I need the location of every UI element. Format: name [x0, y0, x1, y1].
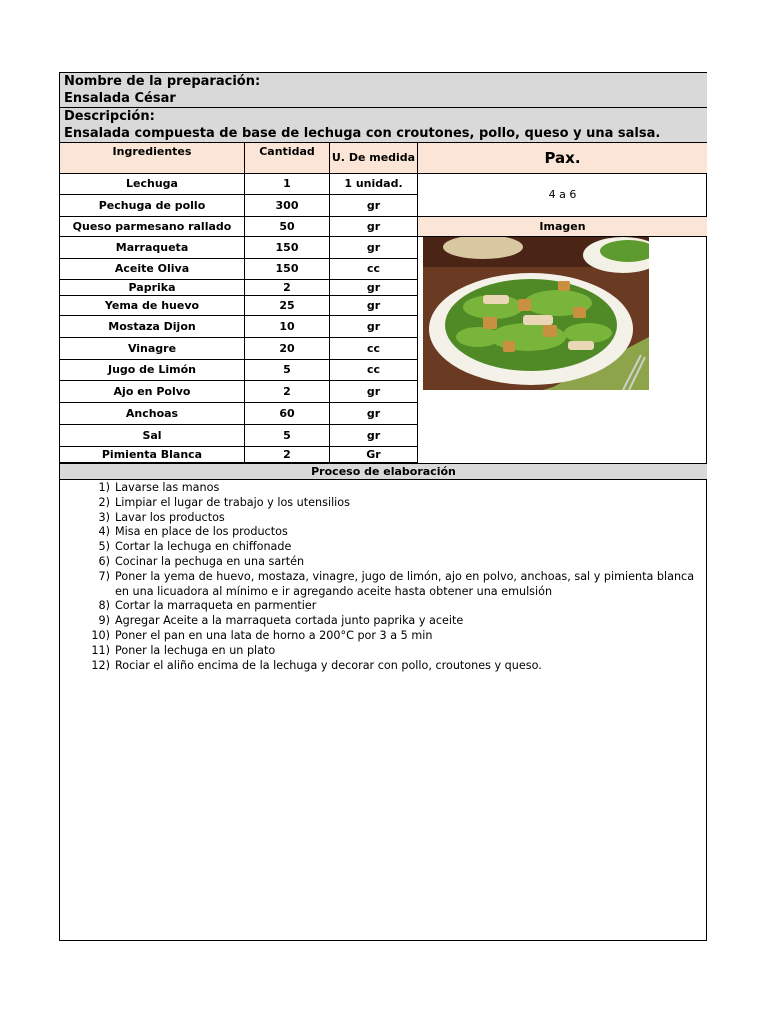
step-text: Agregar Aceite a la marraqueta cortada junto paprika y aceite: [115, 614, 464, 628]
ingredient-quantity: 150: [245, 237, 330, 259]
step-number: 6): [98, 554, 110, 568]
ingredient-quantity: 1: [245, 174, 330, 195]
description-text: Ensalada compuesta de base de lechuga con croutones, pollo, queso y una salsa.: [64, 126, 661, 141]
ingredient-unit: Gr: [330, 447, 418, 463]
ingredient-unit: gr: [330, 217, 418, 237]
image-header: Imagen: [418, 217, 707, 237]
ingredient-unit: gr: [330, 381, 418, 403]
step-text: Poner el pan en una lata de horno a 200°C por 3 a 5 min: [115, 628, 433, 642]
process-step: [86, 599, 706, 614]
process-step: [86, 496, 706, 511]
step-text: Rociar el aliño encima de la lechuga y decorar con pollo, croutones y queso.: [115, 658, 542, 672]
ingredient-name: Marraqueta: [60, 237, 245, 259]
description-block: [60, 108, 707, 143]
step-number: 5): [98, 540, 110, 554]
step-text: Cocinar la pechuga en una sartén: [115, 554, 305, 568]
ingredient-quantity: 50: [245, 217, 330, 237]
ingredient-quantity: 5: [245, 425, 330, 447]
step-text: Poner la yema de huevo, mostaza, vinagre, jugo de limón, ajo en polvo, anchoas, sal y pimienta blanca en una licuadora al mínimo e ir agregando aceite hasta obtener una emulsión: [115, 569, 695, 598]
ingredient-quantity: 2: [245, 280, 330, 296]
step-text: Poner la lechuga en un plato: [115, 643, 276, 657]
ingredient-unit: cc: [330, 360, 418, 381]
ingredient-name: Paprika: [60, 280, 245, 296]
ingredient-quantity: 2: [245, 381, 330, 403]
process-step: [86, 629, 706, 644]
process-title: Proceso de elaboración: [60, 463, 707, 480]
description-label: Descripción:: [64, 109, 155, 124]
prep-label: Nombre de la preparación:: [64, 74, 261, 89]
ingredient-unit: gr: [330, 280, 418, 296]
ingredient-unit: gr: [330, 316, 418, 338]
step-text: Misa en place de los productos: [115, 525, 288, 539]
ingredient-name: Lechuga: [60, 174, 245, 195]
ingredient-unit: cc: [330, 259, 418, 280]
ingredient-unit: gr: [330, 403, 418, 425]
ingredient-quantity: 20: [245, 338, 330, 360]
step-text: Limpiar el lugar de trabajo y los utensilios: [115, 495, 350, 509]
step-number: 3): [98, 510, 110, 524]
ingredient-quantity: 300: [245, 195, 330, 217]
pax-header: Pax.: [418, 143, 707, 174]
step-text: Cortar la marraqueta en parmentier: [115, 599, 317, 613]
step-text: Lavar los productos: [115, 510, 225, 524]
step-number: 10): [91, 628, 110, 642]
col-header-quantity: Cantidad: [245, 143, 330, 174]
pax-value: 4 a 6: [418, 174, 707, 217]
ingredient-name: Vinagre: [60, 338, 245, 360]
process-step: [86, 659, 706, 674]
process-step: [86, 525, 706, 540]
ingredient-unit: gr: [330, 425, 418, 447]
step-number: 8): [98, 599, 110, 613]
step-number: 9): [98, 614, 110, 628]
process-step: [86, 555, 706, 570]
caesar-salad-photo: [423, 237, 649, 390]
recipe-sheet: [59, 72, 707, 941]
col-header-unit: U. De medida: [330, 143, 418, 174]
process-step: [86, 481, 706, 496]
ingredient-unit: gr: [330, 195, 418, 217]
ingredient-name: Pimienta Blanca: [60, 447, 245, 463]
step-number: 12): [91, 658, 110, 672]
ingredient-name: Mostaza Dijon: [60, 316, 245, 338]
process-step: [86, 570, 706, 600]
ingredient-name: Queso parmesano rallado: [60, 217, 245, 237]
ingredient-name: Ajo en Polvo: [60, 381, 245, 403]
step-text: Cortar la lechuga en chiffonade: [115, 540, 292, 554]
ingredient-unit: cc: [330, 338, 418, 360]
prep-name-block: [60, 73, 707, 108]
process-step: [86, 511, 706, 526]
col-header-ingredients: Ingredientes: [60, 143, 245, 174]
process-step: [86, 614, 706, 629]
process-steps: [86, 481, 706, 673]
ingredient-name: Pechuga de pollo: [60, 195, 245, 217]
ingredient-quantity: 5: [245, 360, 330, 381]
ingredient-name: Sal: [60, 425, 245, 447]
step-number: 7): [98, 569, 110, 583]
process-step: [86, 540, 706, 555]
process-step: [86, 644, 706, 659]
prep-name: Ensalada César: [64, 91, 176, 106]
ingredient-name: Yema de huevo: [60, 296, 245, 316]
ingredient-name: Jugo de Limón: [60, 360, 245, 381]
step-number: 2): [98, 495, 110, 509]
ingredient-name: Aceite Oliva: [60, 259, 245, 280]
ingredient-unit: gr: [330, 237, 418, 259]
step-number: 4): [98, 525, 110, 539]
ingredient-quantity: 10: [245, 316, 330, 338]
step-number: 1): [98, 481, 110, 494]
step-number: 11): [91, 643, 110, 657]
ingredient-quantity: 2: [245, 447, 330, 463]
ingredient-quantity: 60: [245, 403, 330, 425]
ingredient-quantity: 150: [245, 259, 330, 280]
step-text: Lavarse las manos: [115, 481, 220, 494]
ingredient-unit: gr: [330, 296, 418, 316]
ingredient-name: Anchoas: [60, 403, 245, 425]
ingredient-unit: 1 unidad.: [330, 174, 418, 195]
ingredient-quantity: 25: [245, 296, 330, 316]
